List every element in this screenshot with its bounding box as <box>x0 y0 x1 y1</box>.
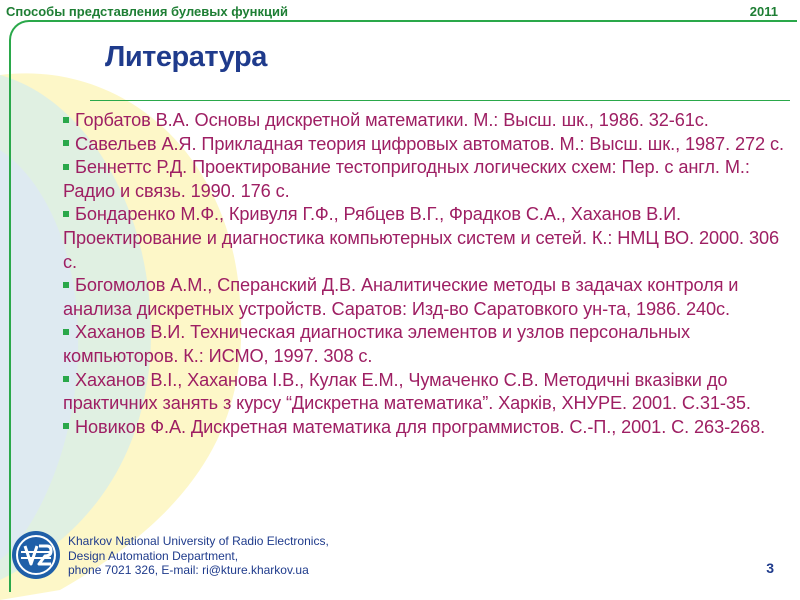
reference-text: Савельев А.Я. Прикладная теория цифровых автоматов. М.: Высш. шк., 1987. 272 с. <box>75 133 784 154</box>
bullet-icon <box>63 423 69 429</box>
footer-department: Design Automation Department, <box>68 548 239 563</box>
bullet-icon <box>63 376 69 382</box>
header-title: Способы представления булевых функций <box>6 4 288 19</box>
bullet-icon <box>63 282 69 288</box>
bullet-icon <box>63 117 69 123</box>
reference-text: Новиков Ф.А. Дискретная математика для программистов. С.-П., 2001. С. 263-268. <box>75 416 766 437</box>
heading-divider <box>90 100 790 101</box>
reference-text: Хаханов В.И. Техническая диагностика элементов и узлов персональных компьюторов. К.: ИСМО, 1997. 308 с. <box>63 322 690 366</box>
reference-text: Хаханов В.І., Хаханова І.В., Кулак Е.М., Чумаченко С.В. Методичні вказівки до практичних занять з курсу “Дискретна математика”. Харків, ХНУРЕ. 2001. С.31-35. <box>63 369 751 414</box>
reference-item <box>63 274 785 321</box>
university-logo-icon <box>11 530 61 580</box>
bullet-icon <box>63 329 69 335</box>
reference-text: Беннеттс Р.Д. Проектирование тестопригодных логических схем: Пер. с англ. М.: Радио и связь. 1990. 176 с. <box>63 157 750 201</box>
reference-item <box>63 133 785 157</box>
references-list <box>63 109 785 439</box>
reference-text: Горбатов В.А. Основы дискретной математики. М.: Высш. шк., 1986. 32-61с. <box>75 110 709 130</box>
reference-item <box>63 369 785 416</box>
bullet-icon <box>63 164 69 170</box>
reference-item <box>63 321 785 368</box>
reference-item <box>63 416 785 440</box>
footer-university: Kharkov National University of Radio Electronics, <box>68 534 329 548</box>
footer-contact <box>68 534 329 578</box>
reference-item <box>63 156 785 203</box>
page-number: 3 <box>766 560 774 576</box>
reference-item <box>63 109 785 133</box>
bullet-icon <box>63 140 69 146</box>
bullet-icon <box>63 211 69 217</box>
slide-heading: Литература <box>105 41 267 73</box>
reference-item <box>63 203 785 274</box>
reference-text: Бондаренко М.Ф., Кривуля Г.Ф., Рябцев В.Г., Фрадков С.А., Хаханов В.И. Проектирование и диагностика компьютерных систем и сетей. К.: НМЦ ВО. 2000. 306 с. <box>63 204 780 272</box>
header-year: 2011 <box>749 4 778 19</box>
footer-phone-email: phone 7021 326, E-mail: ri@kture.kharkov.ua <box>68 563 309 577</box>
reference-text: Богомолов А.М., Сперанский Д.В. Аналитические методы в задачах контроля и анализа дискретных устройств. Саратов: Изд-во Саратовкого ун-та, 1986. 240с. <box>63 275 739 319</box>
